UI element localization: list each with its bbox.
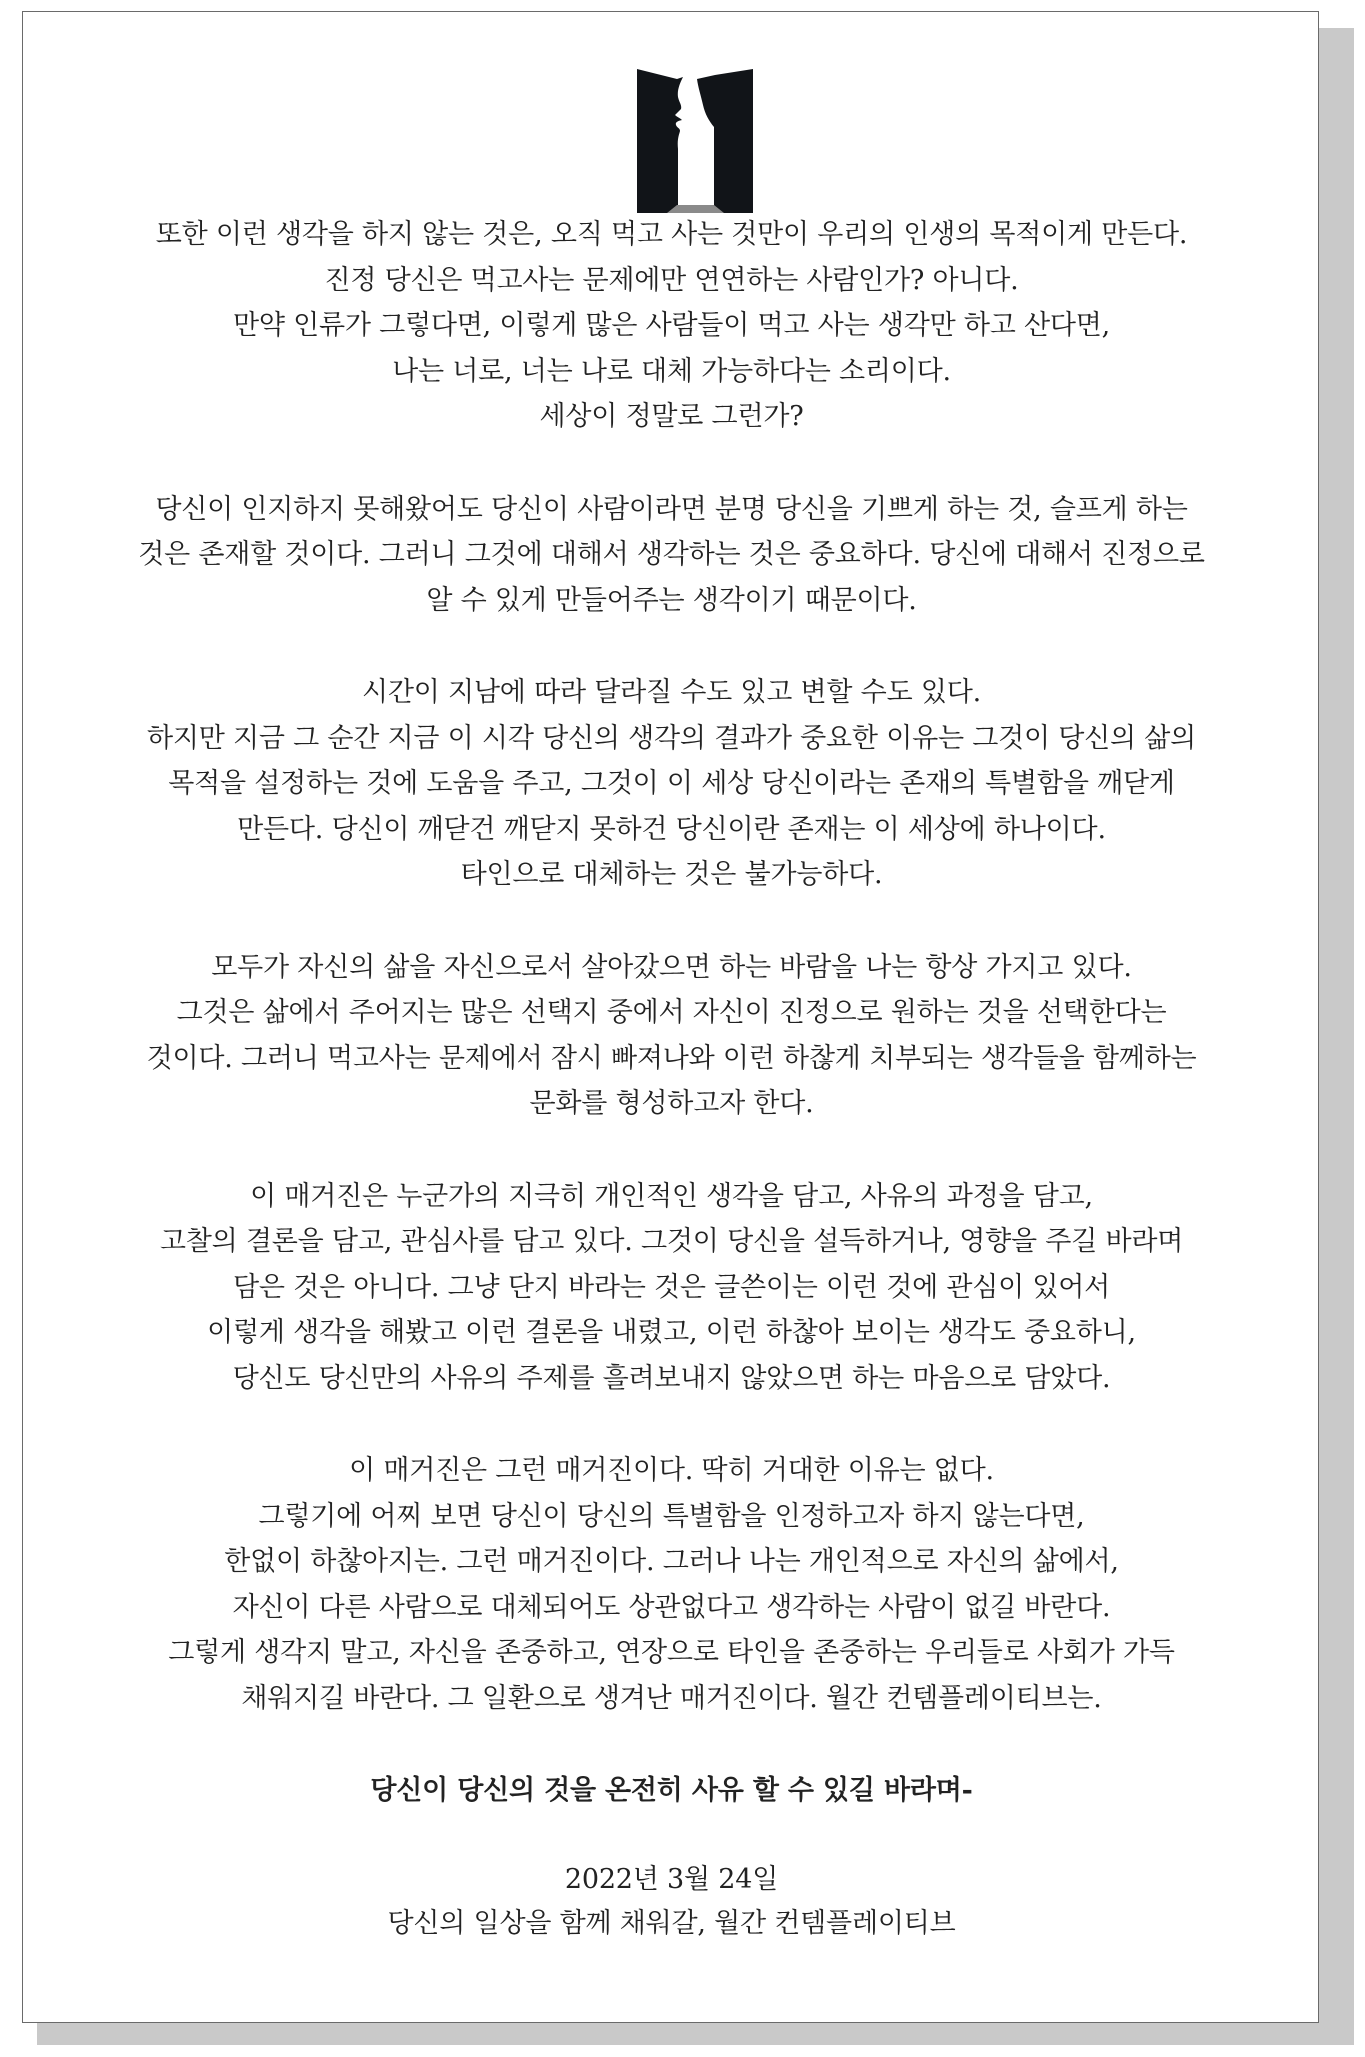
paragraph-1 — [63, 212, 1280, 440]
text-line: 그렇기에 어찌 보면 당신이 당신의 특별함을 인정하고자 하지 않는다면, — [258, 1500, 1085, 1532]
keyhole-profile-logo-icon — [637, 69, 753, 213]
text-line: 이렇게 생각을 해봤고 이런 결론을 내렸고, 이런 하찮아 보이는 생각도 중요하니, — [207, 1317, 1136, 1348]
text-line: 세상이 정말로 그런가? — [539, 401, 804, 432]
text-line: 하지만 지금 그 순간 지금 이 시각 당신의 생각의 결과가 중요한 이유는 그것이 당신의 삶의 — [146, 722, 1197, 754]
text-line: 자신이 다른 사람으로 대체되어도 상관없다고 생각하는 사람이 없길 바란다. — [232, 1591, 1111, 1623]
text-line: 목적을 설정하는 것에 도움을 주고, 그것이 이 세상 당신이라는 존재의 특별함을 깨닫게 — [168, 768, 1175, 799]
logo-left-block — [637, 69, 683, 213]
signature-block — [63, 1858, 1280, 1946]
text-line: 이 매거진은 누군가의 지극히 개인적인 생각을 담고, 사유의 과정을 담고, — [250, 1180, 1093, 1212]
signature-name: 당신의 일상을 함께 채워갈, 월간 컨템플레이티브 — [387, 1907, 956, 1939]
text-line: 그것은 삶에서 주어지는 많은 선택지 중에서 자신이 진정으로 원하는 것을 선택한다는 — [176, 997, 1167, 1028]
text-line: 시간이 지남에 따라 달라질 수도 있고 변할 수도 있다. — [362, 677, 981, 708]
text-line: 또한 이런 생각을 하지 않는 것은, 오직 먹고 사는 것만이 우리의 인생의 목적이게 만든다. — [155, 219, 1188, 250]
signature-date: 2022년 3월 24일 — [564, 1863, 779, 1895]
text-line: 고찰의 결론을 담고, 관심사를 담고 있다. 그것이 당신을 설득하거나, 영향을 주길 바라며 — [159, 1226, 1184, 1257]
text-line: 담은 것은 아니다. 그냥 단지 바라는 것은 글쓴이는 이런 것에 관심이 있어서 — [232, 1271, 1111, 1303]
closing-text: 당신이 당신의 것을 온전히 사유 할 수 있길 바라며- — [370, 1775, 973, 1806]
text-line: 이 매거진은 그런 매거진이다. 딱히 거대한 이유는 없다. — [349, 1455, 994, 1486]
text-line: 만든다. 당신이 깨닫건 깨닫지 못하건 당신이란 존재는 이 세상에 하나이다. — [237, 813, 1106, 845]
text-line: 당신도 당신만의 사유의 주제를 흘려보내지 않았으면 하는 마음으로 담았다. — [232, 1362, 1111, 1394]
text-line: 채워지길 바란다. 그 일환으로 생겨난 매거진이다. 월간 컨템플레이티브는. — [241, 1682, 1102, 1714]
letter-body — [63, 212, 1280, 1946]
paragraph-3 — [63, 670, 1280, 898]
text-line: 진정 당신은 먹고사는 문제에만 연연하는 사람인가? 아니다. — [324, 264, 1019, 296]
text-line: 만약 인류가 그렇다면, 이렇게 많은 사람들이 먹고 사는 생각만 하고 산다면, — [232, 310, 1111, 341]
closing-line — [63, 1768, 1280, 1814]
paragraph-6 — [63, 1448, 1280, 1721]
text-line: 타인으로 대체하는 것은 불가능하다. — [460, 859, 883, 890]
text-line: 문화를 형성하고자 한다. — [529, 1088, 814, 1119]
paragraph-5 — [63, 1174, 1280, 1402]
text-line: 당신이 인지하지 못해왔어도 당신이 사람이라면 분명 당신을 기쁘게 하는 것, 슬프게 하는 — [155, 493, 1188, 525]
letter-page — [22, 11, 1319, 2023]
logo-right-block — [697, 69, 753, 213]
text-line: 한없이 하찮아지는. 그런 매거진이다. 그러나 나는 개인적으로 자신의 삶에서, — [224, 1546, 1119, 1577]
paragraph-4 — [63, 945, 1280, 1127]
text-line: 알 수 있게 만들어주는 생각이기 때문이다. — [426, 584, 917, 616]
text-line: 그렇게 생각지 말고, 자신을 존중하고, 연장으로 타인을 존중하는 우리들로 사회가 가득 — [168, 1637, 1175, 1668]
paragraph-2 — [63, 487, 1280, 624]
text-line: 모두가 자신의 삶을 자신으로서 살아갔으면 하는 바람을 나는 항상 가지고 있다. — [211, 951, 1132, 983]
text-line: 나는 너로, 너는 나로 대체 가능하다는 소리이다. — [392, 355, 951, 387]
text-line: 것이다. 그러니 먹고사는 문제에서 잠시 빠져나와 이런 하찮게 치부되는 생각들을 함께하는 — [146, 1042, 1197, 1074]
text-line: 것은 존재할 것이다. 그러니 그것에 대해서 생각하는 것은 중요하다. 당신에 대해서 진정으로 — [138, 539, 1205, 570]
